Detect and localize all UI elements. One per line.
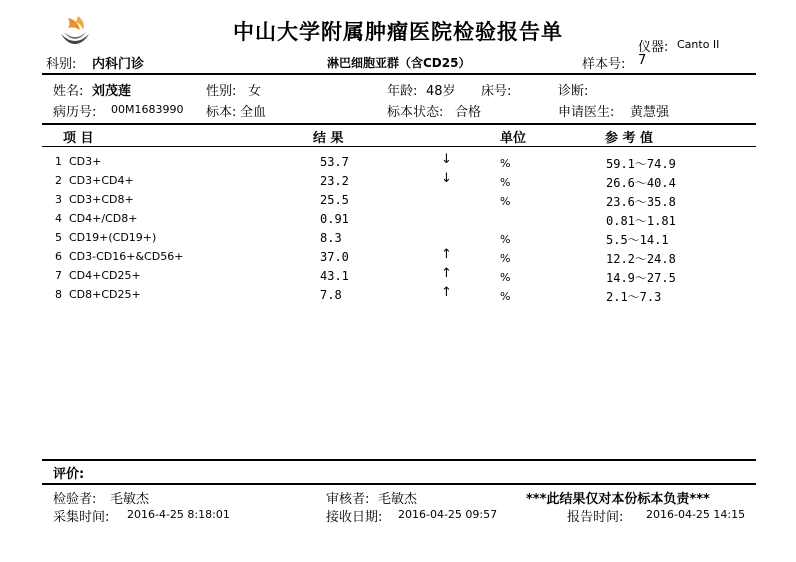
test-name: 淋巴细胞亚群（含CD25） [327, 56, 471, 70]
row-unit: % [500, 271, 511, 284]
age-value: 48岁 [426, 84, 456, 99]
row-unit: % [500, 252, 511, 265]
row-index: 4 [55, 212, 62, 225]
row-unit: % [500, 290, 511, 303]
header-divider [42, 73, 756, 75]
table-bottom-divider [42, 459, 756, 461]
col-header-ref: 参 考 值 [605, 131, 654, 146]
row-ref: 59.1～74.9 [606, 157, 676, 171]
row-item-name: CD3+CD4+ [69, 174, 134, 187]
high-flag-icon: ↑ [441, 285, 452, 300]
row-item-name: CD4+CD25+ [69, 269, 141, 282]
name-label: 姓名: [53, 84, 84, 99]
instrument-label: 仪器: [638, 40, 669, 55]
row-ref: 5.5～14.1 [606, 233, 669, 247]
row-result: 7.8 [320, 288, 342, 302]
row-ref: 12.2～24.8 [606, 252, 676, 266]
row-item-name: CD3-CD16+&CD56+ [69, 250, 184, 263]
report-label: 报告时间: [567, 510, 624, 525]
col-header-result: 结 果 [313, 131, 344, 146]
instrument-value: Canto II [677, 38, 720, 51]
row-index: 7 [55, 269, 62, 282]
row-unit: % [500, 176, 511, 189]
row-item-name: CD3+ [69, 155, 102, 168]
row-result: 23.2 [320, 174, 349, 188]
report-value: 2016-04-25 14:15 [646, 508, 746, 521]
row-index: 2 [55, 174, 62, 187]
row-index: 5 [55, 231, 62, 244]
sex-label: 性别: [206, 84, 237, 99]
row-unit: % [500, 195, 511, 208]
sex-value: 女 [248, 84, 262, 99]
status-label: 标本状态: [387, 105, 444, 120]
bed-label: 床号: [481, 84, 512, 99]
footer-divider [42, 483, 756, 485]
name-value: 刘茂莲 [92, 84, 132, 99]
row-result: 0.91 [320, 212, 349, 226]
status-value: 合格 [455, 105, 482, 120]
row-ref: 14.9～27.5 [606, 271, 676, 285]
table-header-divider [42, 146, 756, 147]
reviewer-value: 毛敏杰 [378, 492, 418, 507]
tester-label: 检验者: [53, 492, 97, 507]
receive-value: 2016-04-25 09:57 [398, 508, 498, 521]
tester-value: 毛敏杰 [110, 492, 150, 507]
sample-value: 7 [638, 53, 647, 68]
row-ref: 23.6～35.8 [606, 195, 676, 209]
low-flag-icon: ↓ [441, 152, 452, 167]
eval-label: 评价: [53, 467, 85, 482]
row-index: 1 [55, 155, 62, 168]
row-result: 8.3 [320, 231, 342, 245]
low-flag-icon: ↓ [441, 171, 452, 186]
specimen-value: 全血 [240, 105, 267, 120]
record-value: 00M1683990 [111, 103, 184, 116]
dept-value: 内科门诊 [92, 57, 145, 72]
row-unit: % [500, 157, 511, 170]
collect-label: 采集时间: [53, 510, 110, 525]
row-index: 8 [55, 288, 62, 301]
row-item-name: CD4+/CD8+ [69, 212, 138, 225]
row-index: 6 [55, 250, 62, 263]
row-item-name: CD19+(CD19+) [69, 231, 157, 244]
row-ref: 26.6～40.4 [606, 176, 676, 190]
row-result: 25.5 [320, 193, 349, 207]
high-flag-icon: ↑ [441, 247, 452, 262]
report-title: 中山大学附属肿瘤医院检验报告单 [233, 19, 563, 44]
diag-label: 诊断: [558, 84, 589, 99]
row-result: 37.0 [320, 250, 349, 264]
table-top-divider [42, 123, 756, 125]
row-index: 3 [55, 193, 62, 206]
row-item-name: CD8+CD25+ [69, 288, 141, 301]
high-flag-icon: ↑ [441, 266, 452, 281]
receive-label: 接收日期: [326, 510, 383, 525]
row-unit: % [500, 233, 511, 246]
dept-label: 科别: [46, 57, 77, 72]
specimen-label: 标本: [206, 105, 237, 120]
collect-value: 2016-4-25 8:18:01 [127, 508, 230, 521]
row-ref: 0.81～1.81 [606, 214, 676, 228]
row-result: 53.7 [320, 155, 349, 169]
sample-label: 样本号: [582, 57, 626, 72]
record-label: 病历号: [53, 105, 97, 120]
col-header-unit: 单位 [500, 131, 527, 146]
age-label: 年龄: [387, 84, 418, 99]
doctor-value: 黄慧强 [630, 105, 670, 120]
reviewer-label: 审核者: [326, 492, 370, 507]
row-ref: 2.1～7.3 [606, 290, 662, 304]
row-result: 43.1 [320, 269, 349, 283]
doctor-label: 申请医生: [558, 105, 615, 120]
col-header-item: 项 目 [63, 131, 94, 146]
row-item-name: CD3+CD8+ [69, 193, 134, 206]
disclaimer: ***此结果仅对本份标本负责*** [526, 492, 710, 507]
